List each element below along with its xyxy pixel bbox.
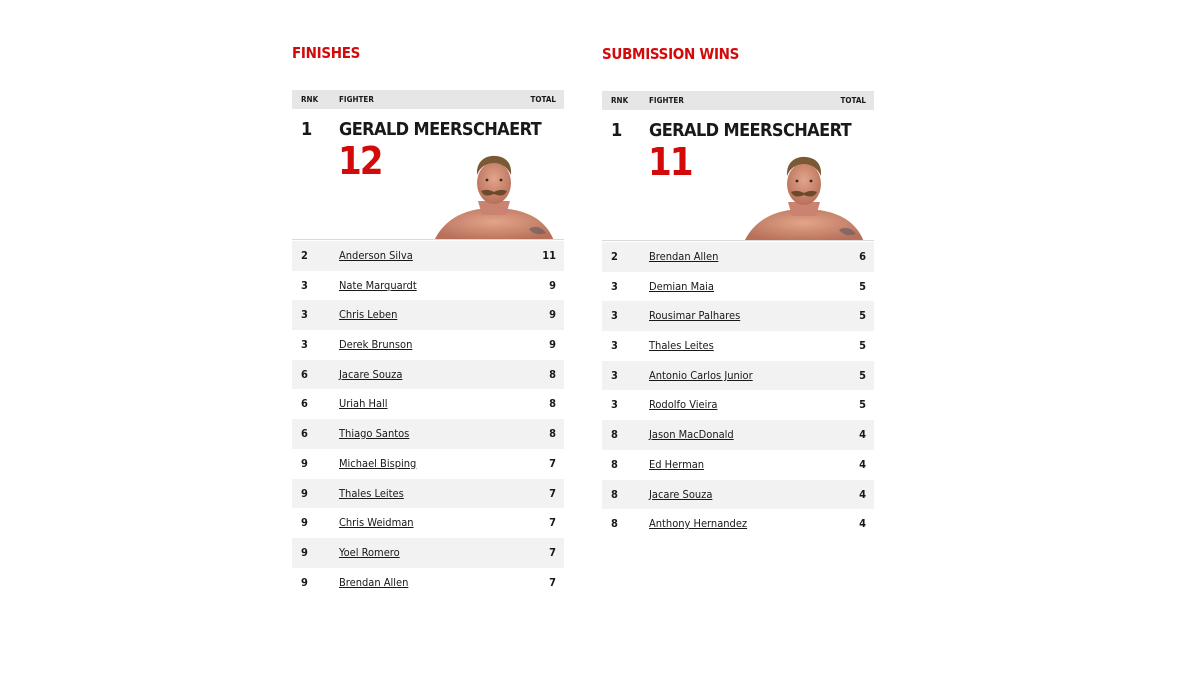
- row-rank: 3: [301, 278, 308, 292]
- row-rank: 2: [301, 249, 308, 262]
- fighter-link[interactable]: Rousimar Palhares: [649, 309, 741, 323]
- table-row: [602, 390, 874, 420]
- fighter-link[interactable]: Brendan Allen: [339, 575, 409, 589]
- row-rank: 8: [611, 517, 618, 531]
- table-row: [292, 538, 564, 568]
- row-rank: 8: [611, 487, 618, 501]
- fighter-portrait-image: [744, 150, 864, 241]
- table-row: [292, 360, 564, 390]
- fighter-link[interactable]: Demian Maia: [649, 279, 715, 293]
- leaderboard-rows: [292, 241, 564, 597]
- fighter-link[interactable]: Chris Leben: [339, 308, 398, 322]
- row-rank: 9: [301, 516, 308, 530]
- fighter-link[interactable]: Jason MacDonald: [649, 428, 734, 442]
- row-rank: 2: [611, 250, 618, 263]
- fighter-link[interactable]: Chris Weidman: [339, 516, 414, 530]
- row-total: 6: [859, 250, 866, 263]
- row-total: 4: [859, 428, 866, 442]
- leader-card[interactable]: [602, 110, 874, 241]
- table-row: [602, 509, 874, 539]
- row-total: 5: [859, 279, 866, 293]
- fighter-link[interactable]: Brendan Allen: [649, 250, 719, 263]
- fighter-link[interactable]: Anderson Silva: [339, 249, 413, 262]
- table-row: [292, 389, 564, 419]
- leaderboard-title: FINISHES: [292, 44, 361, 62]
- row-total: 7: [549, 545, 556, 559]
- row-total: 11: [542, 249, 556, 262]
- row-rank: 9: [301, 545, 308, 559]
- fighter-link[interactable]: Yoel Romero: [339, 545, 400, 559]
- leader-rank: 1: [611, 120, 623, 141]
- row-total: 5: [859, 368, 866, 382]
- total-column-header: TOTAL: [530, 95, 556, 104]
- row-total: 8: [549, 367, 556, 381]
- table-row: [292, 300, 564, 330]
- row-rank: 9: [301, 486, 308, 500]
- fighter-portrait-image: [434, 149, 554, 240]
- row-total: 7: [549, 575, 556, 589]
- row-rank: 6: [301, 397, 308, 411]
- table-row: [292, 241, 564, 271]
- row-total: 7: [549, 516, 556, 530]
- row-total: 9: [549, 338, 556, 352]
- table-row: [292, 271, 564, 301]
- fighter-link[interactable]: Thiago Santos: [339, 427, 410, 441]
- leader-total: 11: [648, 140, 692, 184]
- table-row: [602, 301, 874, 331]
- row-rank: 3: [611, 339, 618, 353]
- row-total: 7: [549, 486, 556, 500]
- fighter-link[interactable]: Rodolfo Vieira: [649, 398, 718, 412]
- leaderboard-rows: [602, 242, 874, 539]
- row-rank: 6: [301, 427, 308, 441]
- fighter-link[interactable]: Ed Herman: [649, 457, 705, 471]
- rank-column-header: RNK: [301, 95, 319, 104]
- fighter-link[interactable]: Antonio Carlos Junior: [649, 368, 753, 382]
- row-total: 5: [859, 339, 866, 353]
- leader-card[interactable]: [292, 109, 564, 240]
- table-row: [602, 450, 874, 480]
- table-row: [292, 449, 564, 479]
- leader-name[interactable]: GERALD MEERSCHAERT: [339, 119, 542, 140]
- row-rank: 3: [301, 338, 308, 352]
- fighter-link[interactable]: Thales Leites: [339, 486, 404, 500]
- fighter-column-header: FIGHTER: [339, 95, 374, 104]
- row-total: 5: [859, 398, 866, 412]
- table-row: [602, 331, 874, 361]
- row-rank: 3: [301, 308, 308, 322]
- fighter-link[interactable]: Nate Marquardt: [339, 278, 417, 292]
- leaderboard-title: SUBMISSION WINS: [602, 45, 740, 63]
- row-rank: 8: [611, 428, 618, 442]
- table-row: [292, 330, 564, 360]
- table-row: [602, 242, 874, 272]
- fighter-link[interactable]: Jacare Souza: [339, 367, 403, 381]
- leader-total: 12: [338, 139, 382, 183]
- row-rank: 9: [301, 456, 308, 470]
- fighter-link[interactable]: Anthony Hernandez: [649, 517, 748, 531]
- table-row: [602, 480, 874, 510]
- row-rank: 8: [611, 457, 618, 471]
- row-rank: 3: [611, 309, 618, 323]
- row-total: 9: [549, 278, 556, 292]
- row-total: 5: [859, 309, 866, 323]
- table-row: [292, 479, 564, 509]
- row-rank: 3: [611, 279, 618, 293]
- table-row: [292, 508, 564, 538]
- fighter-column-header: FIGHTER: [649, 96, 684, 105]
- row-total: 4: [859, 487, 866, 501]
- row-total: 7: [549, 456, 556, 470]
- row-rank: 3: [611, 368, 618, 382]
- fighter-link[interactable]: Jacare Souza: [649, 487, 713, 501]
- leader-name[interactable]: GERALD MEERSCHAERT: [649, 120, 852, 141]
- row-rank: 9: [301, 575, 308, 589]
- row-total: 8: [549, 427, 556, 441]
- table-row: [602, 361, 874, 391]
- table-header: [292, 90, 564, 109]
- row-total: 8: [549, 397, 556, 411]
- leader-rank: 1: [301, 119, 313, 140]
- table-header: [602, 91, 874, 110]
- fighter-link[interactable]: Uriah Hall: [339, 397, 388, 411]
- row-total: 9: [549, 308, 556, 322]
- table-row: [292, 419, 564, 449]
- row-rank: 6: [301, 367, 308, 381]
- fighter-link[interactable]: Michael Bisping: [339, 456, 417, 470]
- table-row: [602, 272, 874, 302]
- row-total: 4: [859, 457, 866, 471]
- total-column-header: TOTAL: [840, 96, 866, 105]
- rank-column-header: RNK: [611, 96, 629, 105]
- row-rank: 3: [611, 398, 618, 412]
- fighter-link[interactable]: Derek Brunson: [339, 338, 413, 352]
- table-row: [292, 568, 564, 598]
- table-row: [602, 420, 874, 450]
- fighter-link[interactable]: Thales Leites: [649, 339, 714, 353]
- row-total: 4: [859, 517, 866, 531]
